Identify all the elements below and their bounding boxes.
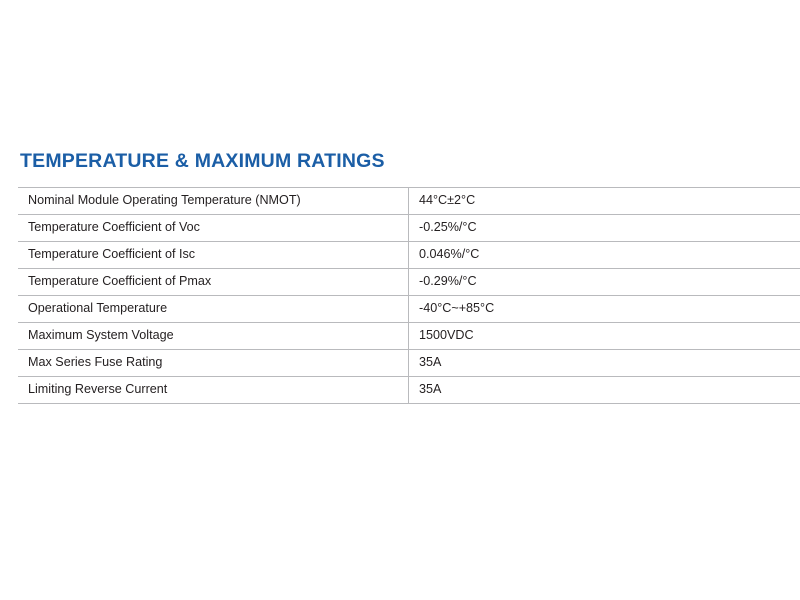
table-row	[18, 188, 800, 215]
row-value: 1500VDC	[409, 323, 800, 350]
row-label: Limiting Reverse Current	[18, 377, 409, 404]
row-value: -0.25%/°C	[409, 215, 800, 242]
row-label: Temperature Coefficient of Pmax	[18, 269, 409, 296]
table-row	[18, 350, 800, 377]
row-value: 0.046%/°C	[409, 242, 800, 269]
row-label: Maximum System Voltage	[18, 323, 409, 350]
row-label: Temperature Coefficient of Voc	[18, 215, 409, 242]
row-value: 44°C±2°C	[409, 188, 800, 215]
row-label: Nominal Module Operating Temperature (NMOT)	[18, 188, 409, 215]
row-value: 35A	[409, 377, 800, 404]
table-body	[18, 188, 800, 404]
table-row	[18, 215, 800, 242]
row-label: Temperature Coefficient of Isc	[18, 242, 409, 269]
section-title: TEMPERATURE & MAXIMUM RATINGS	[20, 150, 385, 172]
temperature-maximum-ratings-section	[18, 150, 782, 404]
row-value: -40°C~+85°C	[409, 296, 800, 323]
row-value: -0.29%/°C	[409, 269, 800, 296]
row-label: Operational Temperature	[18, 296, 409, 323]
specifications-table	[18, 187, 800, 404]
table-row	[18, 377, 800, 404]
row-value: 35A	[409, 350, 800, 377]
table-row	[18, 242, 800, 269]
table-row	[18, 323, 800, 350]
table-row	[18, 269, 800, 296]
table-row	[18, 296, 800, 323]
row-label: Max Series Fuse Rating	[18, 350, 409, 377]
